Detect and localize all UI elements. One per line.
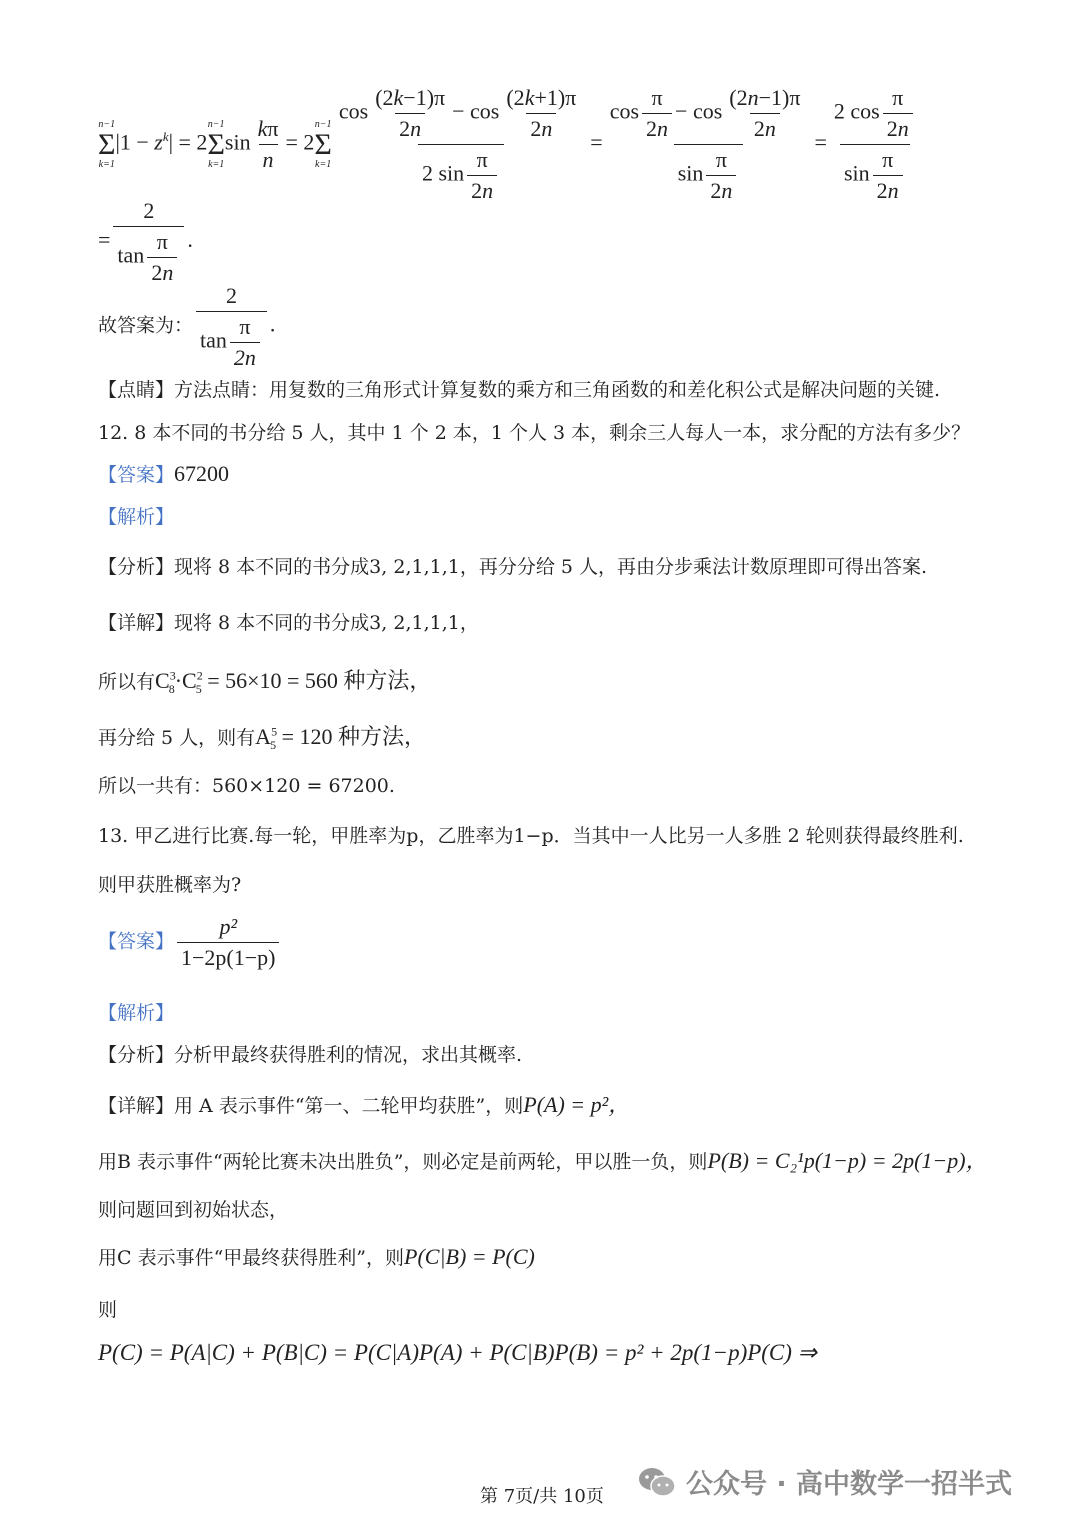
q13-answer-fraction: $\frac{\text{p²}}{1-2p(1-p)}$ bbox=[177, 914, 279, 971]
q13-line-back: 则问题回到初始状态， bbox=[98, 1199, 289, 1221]
dianjing-text: 方法点睛：用复数的三角形式计算复数的乘方和三角函数的和差化积公式是解决问题的关键. bbox=[174, 379, 941, 401]
q12-total-line: 所以一共有：560×120 = 67200. bbox=[98, 775, 395, 797]
q12-xiangjie-text: 现将 8 本不同的书分成3, 2,1,1,1， bbox=[174, 612, 479, 634]
formula-line-2: = 2 tan $\frac{\pi}{2n}$ . bbox=[98, 198, 193, 285]
q12-fenxi-text: 现将 8 本不同的书分成3, 2,1,1,1，再分分给 5 人，再由分步乘法计数原理即可得出答案. bbox=[174, 556, 928, 578]
q13-xiangjie: 【详解】用 A 表示事件“第一、二轮甲均获胜”，则P(A) = p²， bbox=[98, 1092, 631, 1117]
q13-line-c: 用C 表示事件“甲最终获得胜利”，则P(C|B) = P(C) bbox=[98, 1244, 535, 1269]
q12-answer bbox=[98, 460, 229, 487]
q13-xiangjie-tag: 【详解】 bbox=[98, 1095, 175, 1117]
q13-final-equation: P(C) = P(A|C) + P(B|C) = P(C|A)P(A) + P(C|B)P(B) = p² + 2p(1−p)P(C) ⇒ bbox=[98, 1340, 817, 1365]
q13-question-2: 则甲获胜概率为? bbox=[98, 874, 242, 896]
answer-line: 故答案为： 2 tan $\frac{\pi}{2n}$ . bbox=[98, 283, 276, 370]
q12-xiangjie bbox=[98, 608, 479, 635]
q13-question: 13. 甲乙进行比赛.每一轮，甲胜率为p，乙胜率为1−p．当其中一人比另一人多胜 2 轮则获得最终胜利. bbox=[98, 825, 964, 847]
q12-xiangjie-tag: 【详解】 bbox=[98, 612, 175, 634]
q12-question: 12. 8 本不同的书分给 5 人，其中 1 个 2 本，1 个人 3 本，剩余三人每人一本，求分配的方法有多少？ bbox=[98, 422, 971, 444]
q13-fenxi-tag: 【分析】 bbox=[98, 1044, 175, 1066]
q12-arrangement-line: 再分给 5 人，则有$A^5_5 = 120$ 种方法， bbox=[98, 724, 426, 753]
q13-answer-tag: 【答案】 bbox=[98, 930, 175, 953]
q12-answer-value: 67200 bbox=[174, 461, 230, 486]
q12-fenxi-tag: 【分析】 bbox=[98, 556, 175, 578]
watermark bbox=[636, 1462, 1012, 1501]
q13-jiexi-tag: 【解析】 bbox=[98, 1002, 175, 1024]
q12-jiexi-tag: 【解析】 bbox=[98, 506, 175, 528]
dianjing-tag: 【点睛】 bbox=[98, 379, 175, 401]
page-number: 第 7页/共 10页 bbox=[480, 1486, 604, 1507]
q12-fenxi bbox=[98, 552, 927, 579]
q12-combination-line: 所以有$C^3_8\cdot C^2_5 = 56\times 10 = 560$ 种方法， bbox=[98, 668, 432, 697]
q13-line-b: 用B 表示事件“两轮比赛未决出胜负”，则必定是前两轮，甲以胜一负，则P(B) = C₂¹p(1−p) = 2p(1−p)， bbox=[98, 1148, 988, 1173]
wechat-icon bbox=[636, 1465, 678, 1499]
formula-line-1: n−1 Σ k=1 $|1 - z^k| = 2$ n−1 Σ k=1 sin $\frac{k\pi}{n}$ = 2 n−1 Σ k=1 cos $\frac{(2k-1)\pi}{2n}$ − cos $\frac{(2k+1)\pi}{2n}$ 2 sin $\frac{\pi}{2n}$ = cos $\frac{\pi}{2n}$ − cos $\frac{(2n-1)\pi}{2n}$ sin $\frac{\pi}{2n}$ = 2 cos $\frac{\pi}{2n}$ sin $\frac{\pi}{2n}$ bbox=[98, 85, 923, 204]
answer-label: 故答案为： bbox=[98, 314, 194, 337]
q13-fenxi bbox=[98, 1040, 522, 1067]
q12-answer-tag: 【答案】 bbox=[98, 464, 175, 486]
q13-ze: 则 bbox=[98, 1299, 118, 1321]
q13-fenxi-text: 分析甲最终获得胜利的情况，求出其概率. bbox=[174, 1044, 523, 1066]
q13-answer bbox=[98, 914, 282, 971]
dianjing-line bbox=[98, 375, 940, 402]
watermark-text: 公众号 · 高中数学一招半式 bbox=[686, 1469, 1013, 1500]
